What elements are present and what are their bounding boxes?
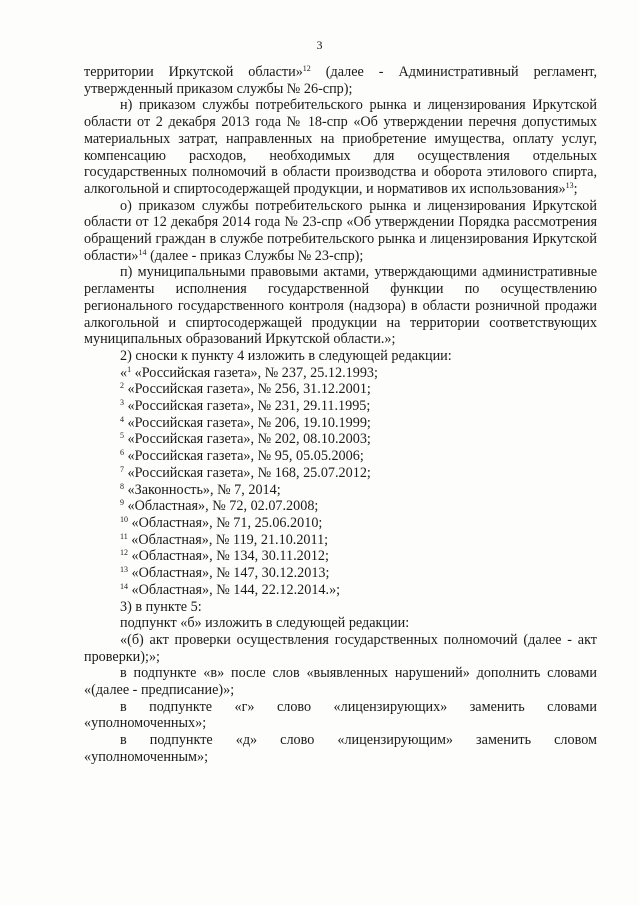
paragraph-tail: «Областная», № 134, 30.11.2012; bbox=[128, 548, 329, 565]
paragraph bbox=[84, 97, 597, 197]
paragraph bbox=[84, 482, 597, 499]
paragraph-text: в подпункте «в» после слов «выявленных нарушений» дополнить словами «(далее - предписание)»; bbox=[84, 665, 597, 699]
paragraph bbox=[84, 431, 597, 448]
footnote-ref: 14 bbox=[138, 247, 147, 257]
paragraph-text: территории Иркутской области» bbox=[84, 64, 303, 80]
footnote-ref: 9 bbox=[120, 498, 124, 508]
paragraph bbox=[84, 615, 597, 632]
paragraph-tail: «Российская газета», № 168, 25.07.2012; bbox=[124, 464, 371, 481]
footnote-ref: 5 bbox=[120, 431, 124, 441]
paragraph bbox=[84, 465, 597, 482]
footnote-ref: 13 bbox=[565, 180, 574, 190]
paragraph bbox=[84, 264, 597, 348]
paragraph bbox=[84, 699, 597, 732]
paragraph bbox=[84, 348, 597, 365]
footnote-ref: 12 bbox=[120, 548, 128, 558]
paragraph bbox=[84, 81, 597, 98]
paragraph-tail: «Областная», № 72, 02.07.2008; bbox=[124, 498, 319, 515]
paragraph-tail: «Российская газета», № 256, 31.12.2001; bbox=[124, 381, 371, 398]
footnote-ref: 10 bbox=[120, 514, 128, 524]
footnote-ref: 14 bbox=[120, 581, 128, 591]
paragraph bbox=[84, 582, 597, 599]
paragraph-text: утвержденный приказом службы № 26-спр); bbox=[84, 80, 353, 97]
paragraph bbox=[84, 515, 597, 532]
paragraph-tail: «Российская газета», № 95, 05.05.2006; bbox=[124, 448, 364, 465]
page-number: 3 bbox=[316, 38, 323, 52]
paragraph-text: в подпункте «д» слово «лицензирующим» заменить словом «уполномоченным»; bbox=[84, 732, 597, 765]
paragraph-text: 2) сноски к пункту 4 изложить в следующей редакции: bbox=[120, 347, 452, 364]
footnote-ref: 7 bbox=[120, 464, 124, 474]
footnote-ref: 3 bbox=[120, 398, 124, 408]
paragraph bbox=[84, 599, 597, 616]
paragraph bbox=[84, 381, 597, 398]
paragraph bbox=[84, 632, 597, 665]
paragraph bbox=[84, 198, 597, 265]
paragraph-text: 3) в пункте 5: bbox=[120, 598, 202, 615]
paragraph bbox=[84, 64, 597, 81]
footnote-ref: 11 bbox=[120, 531, 128, 541]
paragraph bbox=[84, 498, 597, 515]
document-body bbox=[84, 64, 597, 766]
paragraph-tail: «Российская газета», № 202, 08.10.2003; bbox=[124, 431, 371, 448]
paragraph-tail: «Областная», № 144, 22.12.2014.»; bbox=[128, 581, 341, 598]
paragraph-tail: (далее - приказ Службы № 23-спр); bbox=[146, 247, 364, 264]
paragraph-tail: «Областная», № 119, 21.10.2011; bbox=[127, 531, 329, 548]
footnote-ref: 4 bbox=[120, 414, 124, 424]
paragraph-text: н) приказом службы потребительского рынка и лицензирования Иркутской области от 2 декабря 2013 года № 18-спр «Об утверждении перечня допустимых материальных затрат, направленных на приобретение имущества, оплату услуг, компенсацию расходов, необходимых для осуществления отдельных государственных полномочий в области производства и оборота этилового спирта, алкогольной и спиртосодержащей продукции, и нормативов их использования» bbox=[84, 97, 597, 197]
paragraph-tail: ; bbox=[573, 180, 578, 197]
paragraph bbox=[84, 548, 597, 565]
footnote-ref: 8 bbox=[120, 481, 124, 491]
paragraph-tail: «Областная», № 71, 25.06.2010; bbox=[128, 514, 323, 531]
footnote-ref: 13 bbox=[120, 565, 128, 575]
footnote-ref: 6 bbox=[120, 448, 124, 458]
paragraph-tail: «Законность», № 7, 2014; bbox=[124, 481, 281, 498]
paragraph-text: п) муниципальными правовыми актами, утверждающими административные регламенты исполнения государственной функции по осуществлению регионального государственного контроля (надзора) в области розничной продажи алкогольной и спиртосодержащей продукции на территории соответствующих муниципальных образований Иркутской области.»; bbox=[84, 264, 597, 348]
paragraph-text: « bbox=[120, 364, 128, 381]
paragraph-text: подпункт «б» изложить в следующей редакции: bbox=[120, 615, 410, 632]
paragraph bbox=[84, 732, 597, 765]
paragraph bbox=[84, 415, 597, 432]
paragraph bbox=[84, 665, 597, 698]
footnote-ref: 12 bbox=[302, 64, 311, 73]
paragraph bbox=[84, 448, 597, 465]
paragraph-text: «(б) акт проверки осуществления государственных полномочий (далее - акт проверки);»; bbox=[84, 631, 597, 665]
paragraph bbox=[84, 398, 597, 415]
paragraph bbox=[84, 565, 597, 582]
paragraph-tail: (далее - Административный регламент, bbox=[310, 64, 597, 80]
footnote-ref: 2 bbox=[120, 381, 124, 391]
paragraph bbox=[84, 365, 597, 382]
paragraph-tail: «Областная», № 147, 30.12.2013; bbox=[128, 565, 330, 582]
footnote-ref: 1 bbox=[127, 364, 132, 374]
paragraph-tail: «Российская газета», № 237, 25.12.1993; bbox=[131, 364, 378, 381]
paragraph bbox=[84, 532, 597, 549]
paragraph-tail: «Российская газета», № 231, 29.11.1995; bbox=[124, 398, 371, 415]
paragraph-tail: «Российская газета», № 206, 19.10.1999; bbox=[124, 414, 371, 431]
paragraph-text: о) приказом службы потребительского рынка и лицензирования Иркутской области от 12 декабря 2014 года № 23-спр «Об утверждении Порядка рассмотрения обращений граждан в службе потребительского рынка и лицензирования Иркутской области» bbox=[84, 197, 597, 264]
paragraph-text: в подпункте «г» слово «лицензирующих» заменить словами «уполномоченных»; bbox=[84, 698, 597, 732]
